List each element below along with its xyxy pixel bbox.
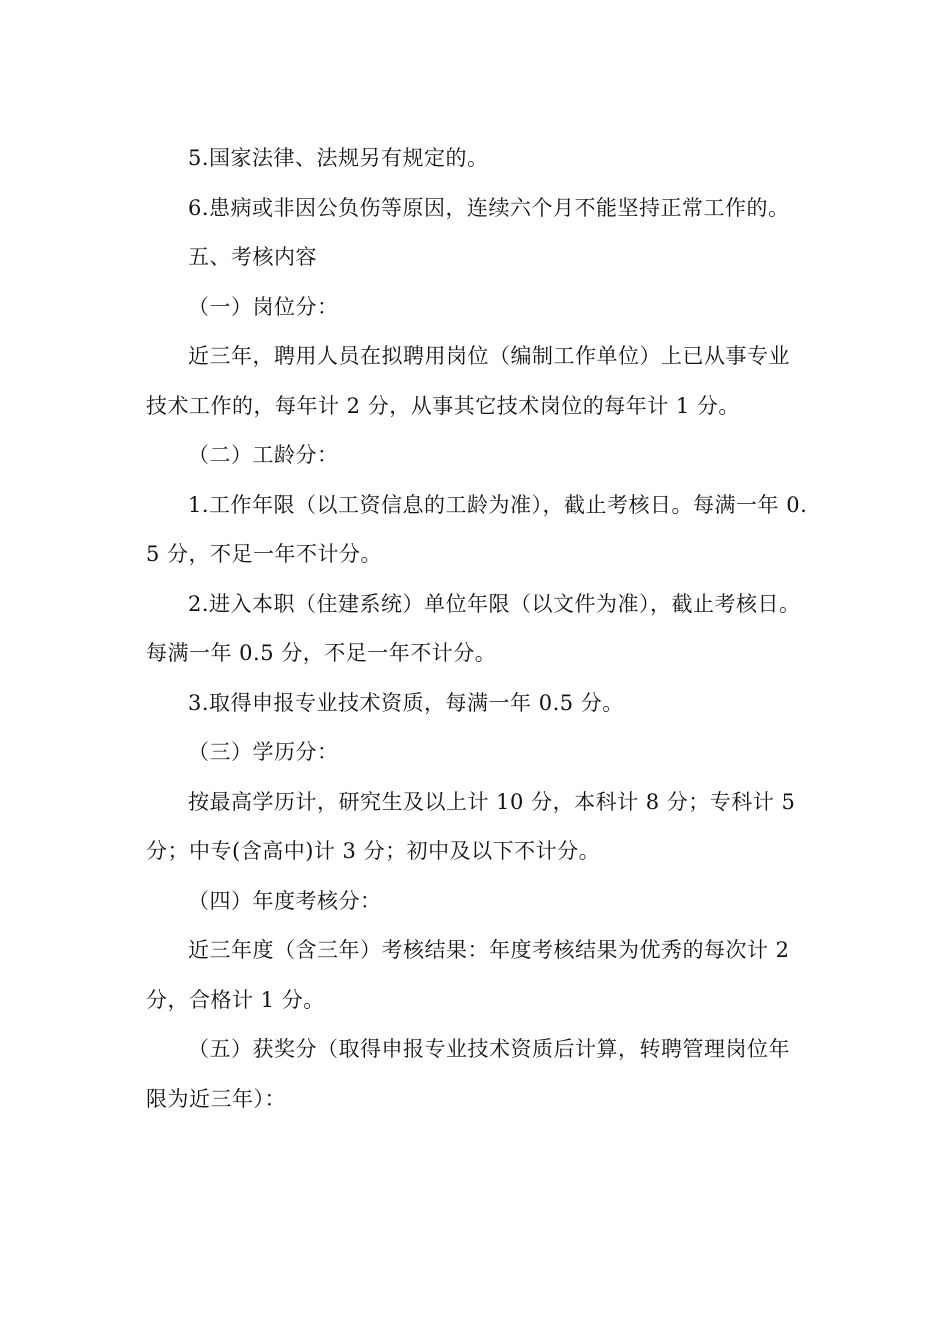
paragraph-education-score: 按最高学历计，研究生及以上计 10 分，本科计 8 分；专科计 5 分；中专(含高中)计 3 分；初中及以下不计分。 — [146, 789, 796, 863]
paragraph-annual-review-score: 近三年度（含三年）考核结果：年度考核结果为优秀的每次计 2 分，合格计 1 分。 — [146, 938, 790, 1012]
paragraph-item-5: 5.国家法律、法规另有规定的。 — [188, 146, 489, 170]
paragraph-seniority-2: 2.进入本职（住建系统）单位年限（以文件为准），截止考核日。每满一年 0.5 分，不足一年不计分。 — [146, 591, 801, 665]
paragraph-seniority-3: 3.取得申报专业技术资质，每满一年 0.5 分。 — [188, 690, 624, 715]
subheading-annual-review-score: （四）年度考核分： — [188, 888, 382, 913]
section-heading-assessment-content: 五、考核内容 — [188, 245, 317, 269]
document-body — [146, 134, 810, 1124]
paragraph-item-6: 6.患病或非因公负伤等原因，连续六个月不能坚持正常工作的。 — [188, 195, 790, 220]
paragraph-seniority-1: 1.工作年限（以工资信息的工龄为准），截止考核日。每满一年 0.5 分，不足一年不计分。 — [146, 492, 808, 566]
subheading-education-score: （三）学历分： — [188, 740, 339, 764]
subheading-position-score: （一）岗位分： — [188, 294, 339, 319]
paragraph-position-score: 近三年，聘用人员在拟聘用岗位（编制工作单位）上已从事专业技术工作的，每年计 2 分，从事其它技术岗位的每年计 1 分。 — [146, 344, 790, 418]
subheading-seniority-score: （二）工龄分： — [188, 443, 339, 467]
subheading-award-score: （五）获奖分（取得申报专业技术资质后计算，转聘管理岗位年限为近三年）： — [146, 1037, 790, 1111]
